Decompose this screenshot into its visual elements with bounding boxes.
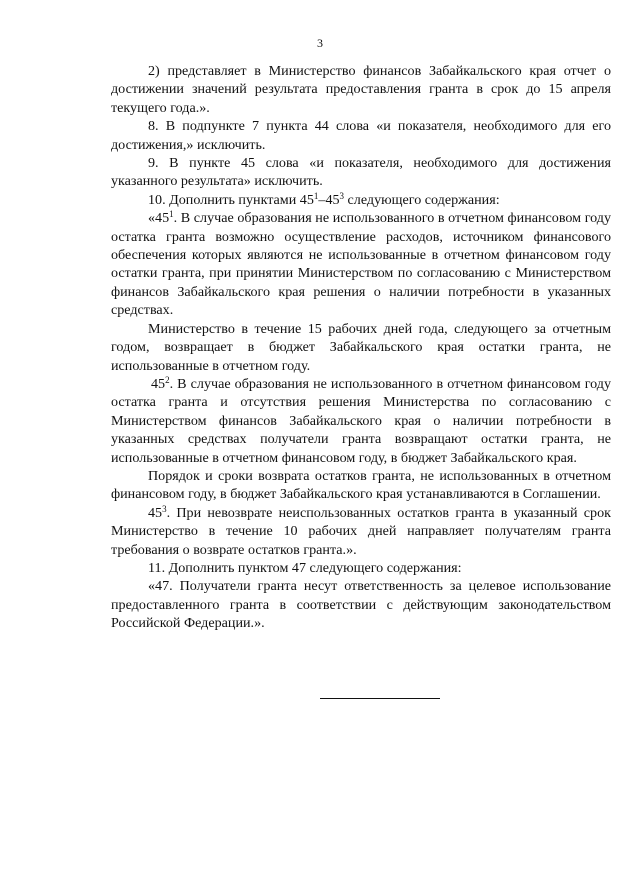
superscript: 2 xyxy=(165,374,170,385)
document-body xyxy=(111,62,611,633)
paragraph-item-9: 9. В пункте 45 слова «и показателя, необходимого для достижения указанного результата» исключить. xyxy=(111,155,611,190)
text-segment: следующего содержания: xyxy=(344,191,500,208)
text-segment: 10. Дополнить пунктами 45 xyxy=(148,191,314,208)
text-segment: –45 xyxy=(318,191,340,208)
paragraph-47: «47. Получатели гранта несут ответственность за целевое использование предоставленного гранта в соответствии с действующим законодательством Российской Федерации.». xyxy=(111,578,611,632)
text-segment: . При невозврате неиспользованных остатков гранта в указанный срок Министерство в течение 10 рабочих дней направляет получателям гранта требования о возврате остатков гранта.». xyxy=(111,504,611,558)
text-segment: . В случае образования не использованного в отчетном финансовом году остатка гранта и отсутствия решения Министерства по согласованию с Министерством финансов Забайкальского края о наличии потребности в указанных средствах получатели гранта возвращают остатки гранта, не использованные в отчетном финансовом году, в бюджет Забайкальского края. xyxy=(111,375,611,466)
paragraph-45-3 xyxy=(111,504,611,559)
text-segment: «45 xyxy=(148,210,170,227)
superscript: 3 xyxy=(339,190,345,201)
paragraph-return-procedure: Порядок и сроки возврата остатков гранта, не использованных в отчетном финансовом году, в бюджет Забайкальского края устанавливаются в Соглашении. xyxy=(111,467,611,503)
paragraph-item-8: 8. В подпункте 7 пункта 44 слова «и показателя, необходимого для его достижения,» исключить. xyxy=(111,118,611,153)
text-segment: . В случае образования не использованного в отчетном финансовом году остатка гранта возможно осуществление расходов, источником финансового обеспечения которых являются не использованные в отчетном финансовом году остатки гранта, при принятии Министерством по согласованию с Министерством финансов Забайкальского края решения о наличии потребности в указанных средствах. xyxy=(111,210,611,319)
closing-rule xyxy=(320,698,440,699)
superscript: 3 xyxy=(162,503,167,514)
paragraph-ministry-return: Министерство в течение 15 рабочих дней года, следующего за отчетным годом, возвращает в бюджет Забайкальского края остатки гранта, не использованные в отчетном году. xyxy=(111,320,611,374)
paragraph-45-2 xyxy=(111,375,611,467)
superscript: 1 xyxy=(313,190,319,201)
page-number: 3 xyxy=(317,36,323,50)
text-segment: 45 xyxy=(151,375,166,392)
paragraph-45-1 xyxy=(111,209,611,319)
superscript: 1 xyxy=(169,209,174,220)
paragraph-report-deadline: 2) представляет в Министерство финансов Забайкальского края отчет о достижении значений результата предоставления гранта в срок до 15 апреля текущего года.». xyxy=(111,63,611,116)
paragraph-item-11: 11. Дополнить пунктом 47 следующего содержания: xyxy=(148,559,462,576)
paragraph-item-10 xyxy=(111,191,611,209)
text-segment: 45 xyxy=(148,504,163,521)
